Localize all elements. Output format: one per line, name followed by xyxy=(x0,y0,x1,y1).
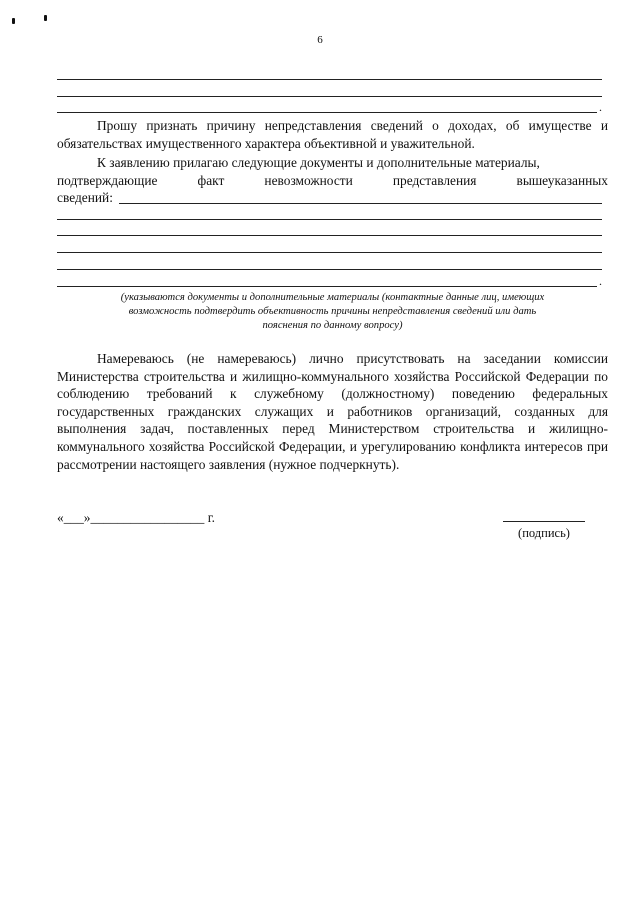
blank-line xyxy=(57,96,602,97)
attachments-word: подтверждающие xyxy=(57,173,158,188)
date-close-quote: » xyxy=(83,510,91,525)
attachments-line-1: К заявлению прилагаю следующие документы и дополнительные материалы, xyxy=(97,155,540,170)
blank-line xyxy=(57,269,602,270)
blank-line xyxy=(57,79,602,80)
blank-line xyxy=(57,112,597,113)
attachments-word: вышеуказанных xyxy=(516,173,608,188)
blank-line xyxy=(57,252,602,253)
attachments-word: факт xyxy=(197,173,225,188)
date-year-suffix: г. xyxy=(207,510,216,525)
page-number: 6 xyxy=(317,34,323,46)
attendance-paragraph: Намереваюсь (не намереваюсь) лично присутствовать на заседании комиссии Министерства строительства и жилищно-коммунального хозяйства Российской Федерации по соблюдению требований к служебному (должностному) поведению федеральных государственных гражданских служащих и работников организаций, созданных для выполнения задач, поставленных перед Министерством строительства и жилищно-коммунального хозяйства Российской Федерации, и урегулированию конфликта интересов при рассмотрении настоящего заявления (нужное подчеркнуть). xyxy=(57,351,608,472)
attachments-word: представления xyxy=(392,173,477,188)
blank-line xyxy=(57,235,602,236)
date-field xyxy=(57,510,215,526)
request-paragraph: Прошу признать причину непредставления сведений о доходах, об имуществе и обязательствах имущественного характера объективной и уважительной. xyxy=(57,118,608,151)
attachments-line-3: сведений: xyxy=(57,190,113,205)
date-month-year-blank: _________________ xyxy=(90,510,205,525)
date-day-blank: ___ xyxy=(63,510,84,525)
attachments-word: невозможности xyxy=(264,173,353,188)
scan-mark-left xyxy=(12,18,15,24)
blank-line xyxy=(57,286,597,287)
blank-line xyxy=(57,219,602,220)
date-open-quote: « xyxy=(57,510,64,525)
line-end-period: . xyxy=(599,100,602,114)
signature-line xyxy=(503,521,585,522)
attachments-line-2 xyxy=(57,172,608,190)
scan-mark-right xyxy=(44,15,47,21)
blank-line xyxy=(119,203,602,204)
note-line-3: пояснения по данному вопросу) xyxy=(262,320,403,331)
line-end-period: . xyxy=(599,274,602,288)
signature-caption: (подпись) xyxy=(518,526,570,540)
note-line-1: (указываются документы и дополнительные материалы (контактные данные лиц, имеющих xyxy=(120,292,545,303)
note-line-2: возможность подтвердить объективность причины непредставления сведений или дать xyxy=(128,306,537,317)
